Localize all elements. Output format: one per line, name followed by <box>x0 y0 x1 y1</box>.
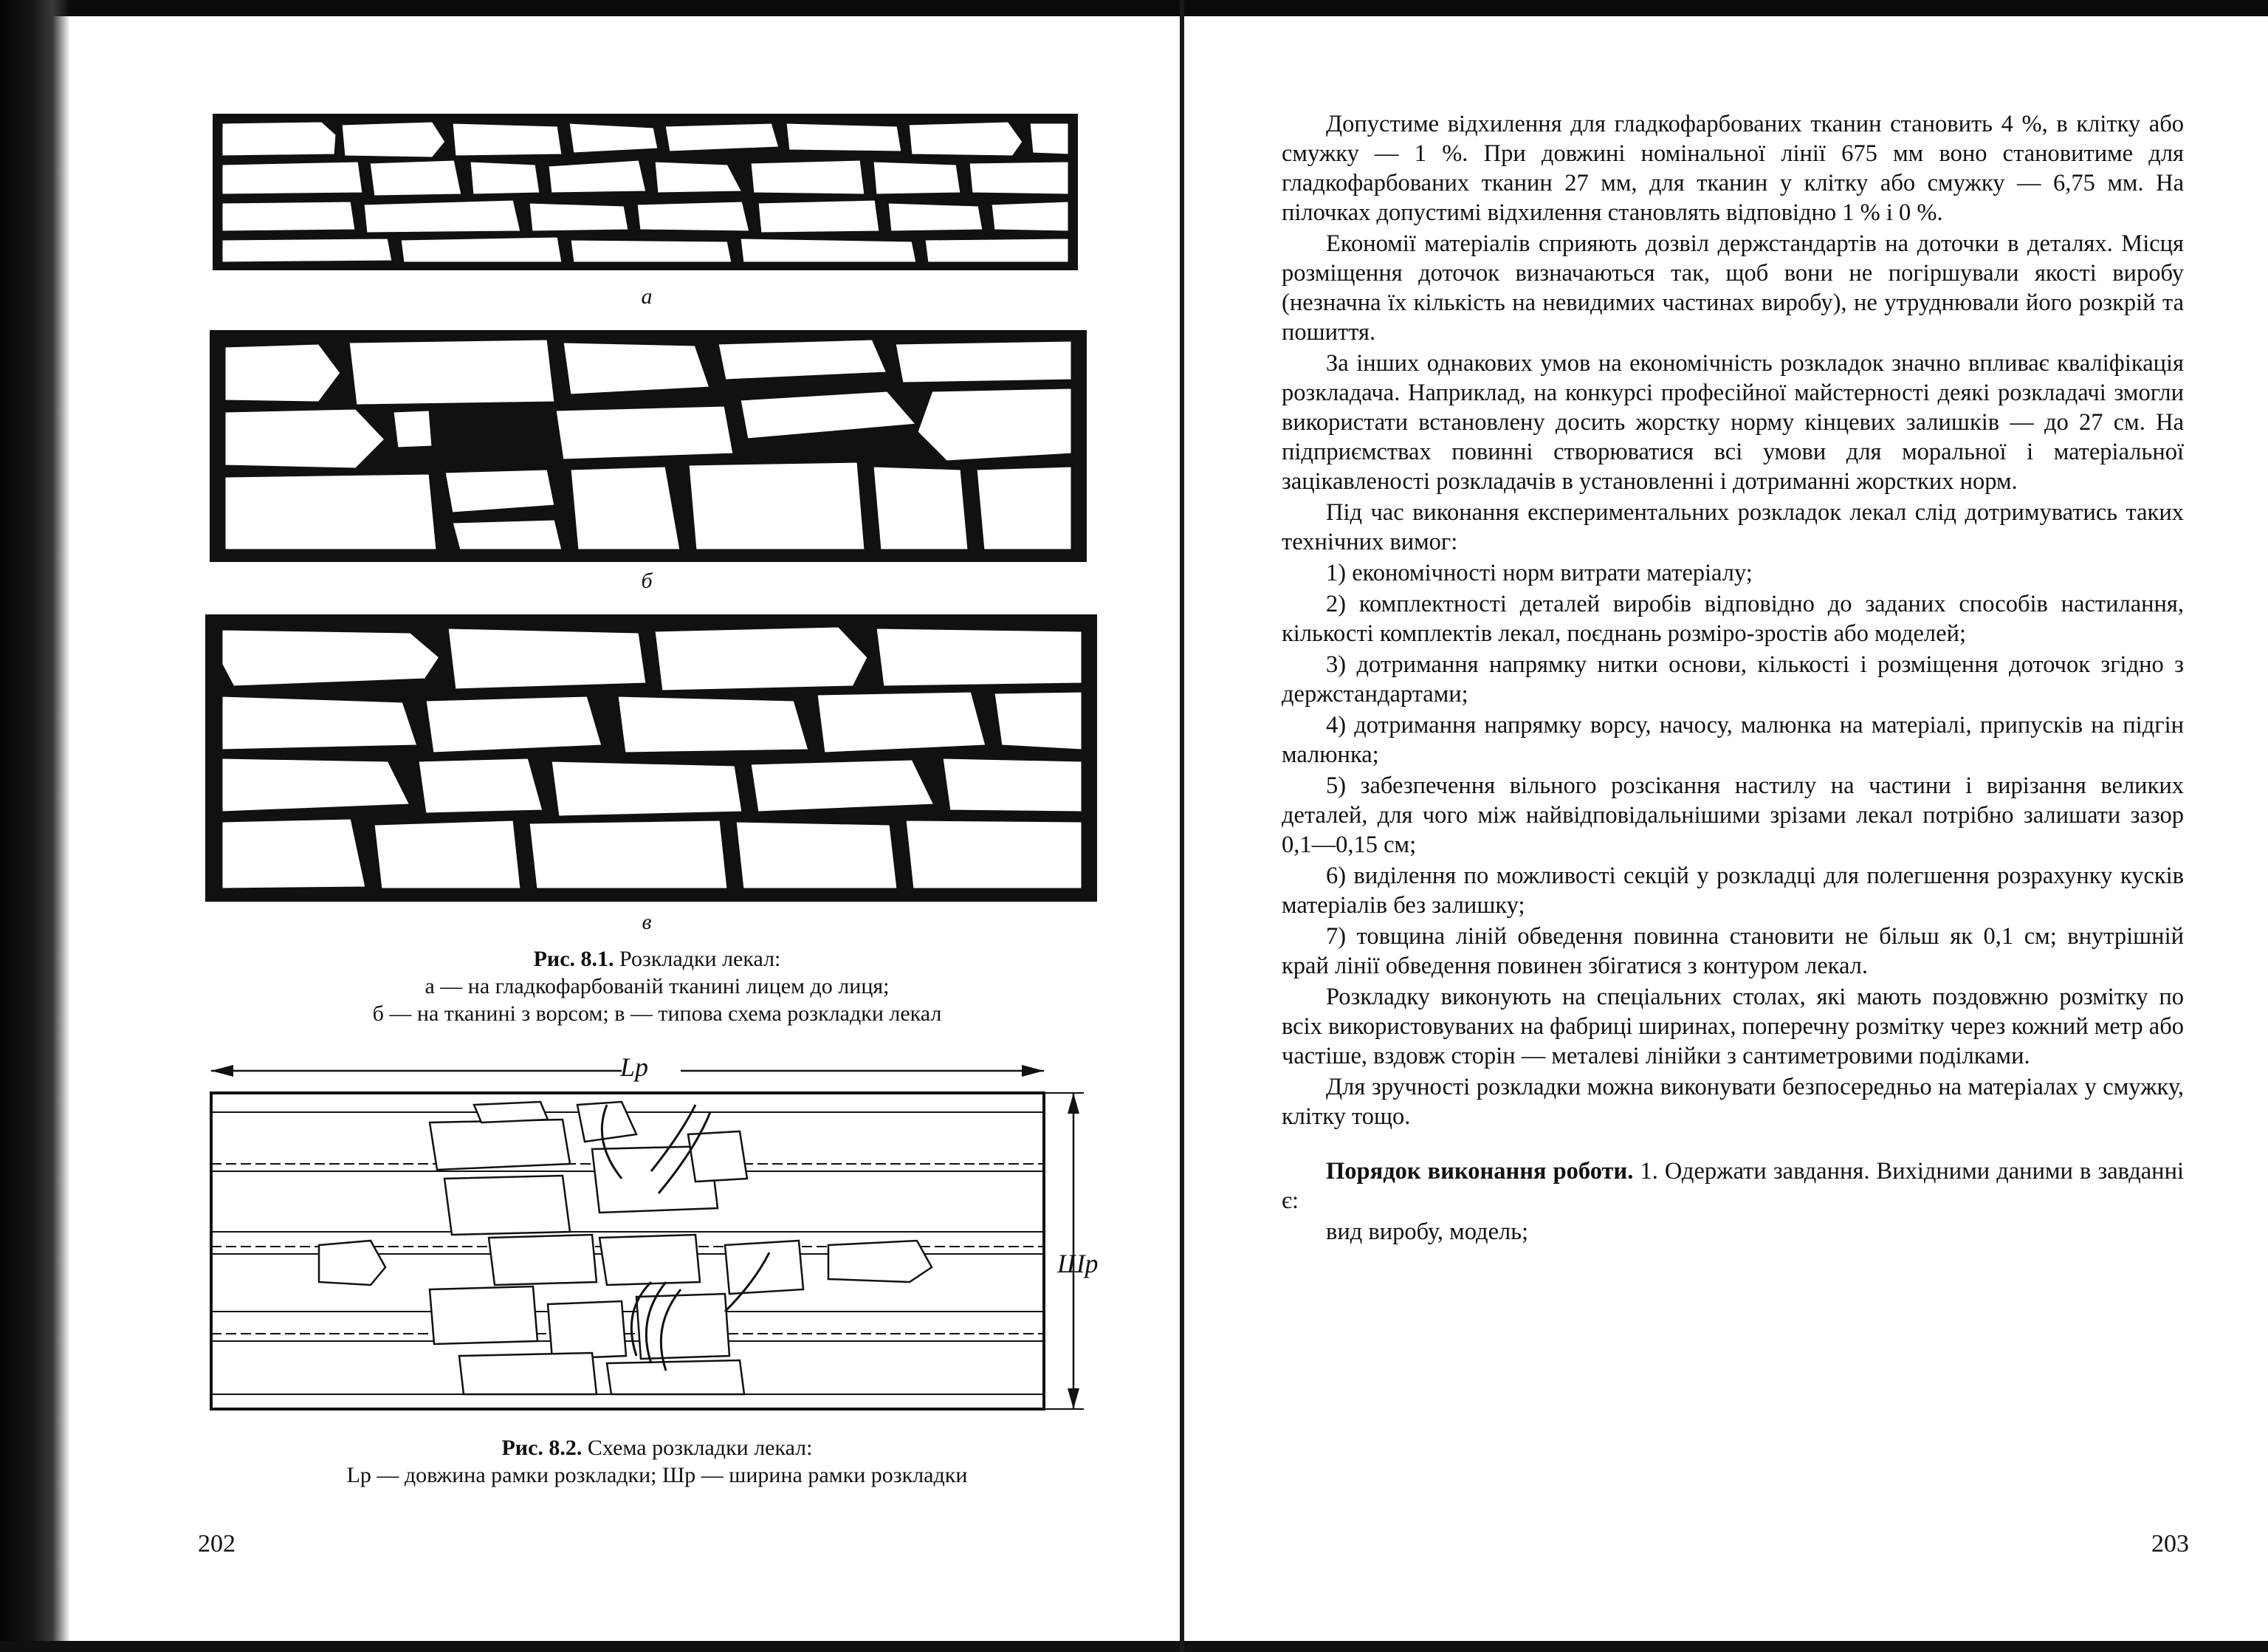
figure-8-1-b <box>208 329 1088 563</box>
paragraph-procedure <box>1282 1156 2184 1216</box>
page-number-left: 202 <box>198 1530 236 1557</box>
paragraph-deviation: Допустиме відхилення для гладкофарбованих тканин становить 4 %, в клітку або смужку — 1 %. При довжині номінальної лінії 675 мм воно становитиме для гладкофарбованих тканин 27 мм, для тканин у клітку або смужку — 6,75 мм. На пілочках допустимі відхилення становлять відповідно 1 % і 0 %. <box>1282 111 2184 226</box>
paragraph-qualification: За інших однакових умов на економічність розкладок значно впливає кваліфікація розкладача. Наприклад, на конкурсі професійної майстерності деякі розкладачі змогли використати встановлену досить жорстку норму кінцевих залишків — до 27 см. На підприємствах повинні створюватися всі умови для моральної і матеріальної зацікавленості розкладачів в установленні і дотриманні жорстких норм. <box>1282 350 2184 495</box>
figure-label-a: а <box>641 284 653 309</box>
requirement-item: 1) економічності норм витрати матеріалу; <box>1326 560 1753 586</box>
procedure-item: вид виробу, модель; <box>1326 1219 1529 1245</box>
figure-8-1-a <box>211 112 1079 272</box>
requirement-item: 5) забезпечення вільного розсікання настилу на частини і вирізання великих деталей, для чого між найвідповідальнішими зрізами лекал потрібно залишати зазор 0,1—0,15 см; <box>1282 772 2184 858</box>
requirement-item: 2) комплектності деталей виробів відповідно до заданих способів настилання, кількості комплектів лекал, поєднань розміро-зростів або моделей; <box>1282 591 2184 647</box>
paragraph-tables: Розкладку виконують на спеціальних столах, які мають поздовжню розмітку по всіх використовуваних на фабриці ширинах, поперечну розмітку через кожний метр або частіше, вздовж сторін — металеві лінійки з сантиметровими поділками. <box>1282 984 2184 1069</box>
figure-8-1-v <box>204 613 1099 903</box>
figure-label-b: б <box>641 569 653 593</box>
procedure-heading: Порядок виконання роботи. <box>1326 1158 1634 1185</box>
layout-drawing-b <box>208 329 1088 563</box>
requirement-item: 3) дотримання напрямку нитки основи, кількості і розміщення доточок згідно з держстандартами; <box>1282 651 2184 707</box>
figure-8-2-caption-line: Lр — довжина рамки розкладки; Шр — ширина рамки розкладки <box>346 1463 968 1487</box>
paragraph-requirements-intro: Під час виконання експериментальних розкладок лекал слід дотримуватись таких технічних вимог: <box>1282 499 2184 555</box>
procedure-text: 1. Одержати завдання. Вихідними даними в завданні є: <box>1282 1158 2184 1214</box>
page-number-right: 203 <box>2151 1530 2189 1557</box>
frame-length-label: Lр <box>620 1052 649 1082</box>
layout-drawing-a <box>211 112 1079 272</box>
paragraph-economy: Економії матеріалів сприяють дозвіл держстандартів на доточки в деталях. Місця розміщення доточок визначаються так, щоб вони не погіршували якості виробу (незначна їх кількість на невидимих частинах виробу), не утруднювали його розкрій та пошиття. <box>1282 230 2184 346</box>
figure-8-1-caption-line-b: б — на тканині з ворсом; в — типова схема розкладки лекал <box>372 1001 942 1026</box>
requirement-item: 4) дотримання напрямку ворсу, начосу, малюнка на матеріалі, припусків на підгін малюнка; <box>1282 712 2184 768</box>
body-text <box>1282 109 2184 1248</box>
paragraph-convenience: Для зручності розкладки можна виконувати безпосередньо на матеріалах у смужку, клітку тощо. <box>1282 1074 2184 1130</box>
figure-8-2-caption <box>221 1434 1093 1489</box>
figure-8-2-caption-title: Рис. 8.2. Схема розкладки лекал: <box>501 1436 813 1460</box>
figure-8-1-caption <box>221 945 1093 1027</box>
figure-8-1-caption-title: Рис. 8.1. Розкладки лекал: <box>533 947 781 971</box>
requirement-item: 7) товщина ліній обведення повинна становити не більш як 0,1 см; внутрішній край лінії обведення повинен збігатися з контуром лекал. <box>1282 923 2184 979</box>
figure-8-2 <box>208 1060 1087 1416</box>
frame-width-label: Шр <box>1057 1249 1099 1278</box>
layout-drawing-v <box>204 613 1099 903</box>
requirement-item: 6) виділення по можливості секцій у розкладці для полегшення розрахунку кусків матеріалів без залишку; <box>1282 863 2184 919</box>
layout-scheme-drawing <box>208 1060 1087 1416</box>
figure-label-v: в <box>642 910 652 934</box>
figure-8-1-caption-line-a: а — на гладкофарбованій тканині лицем до лиця; <box>425 974 890 998</box>
right-page <box>1184 0 2268 1652</box>
